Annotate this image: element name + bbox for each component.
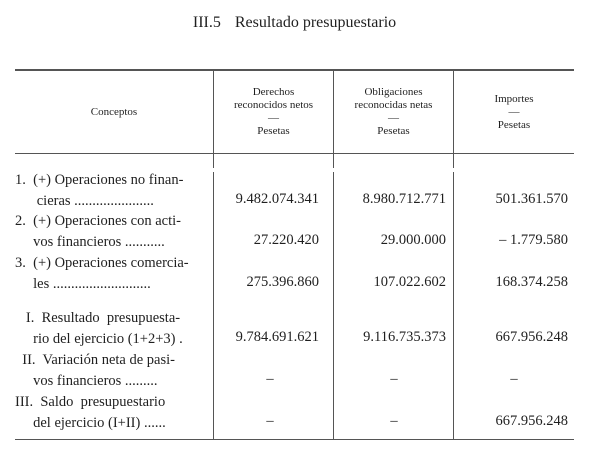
col-divider-3-body [453,172,454,439]
row-concept [15,253,189,295]
section-number: III.5 [192,14,221,31]
header-line: — [388,112,399,124]
row-value-col1: 27.220.420 [253,232,319,248]
concept-line: 2. (+) Operaciones con acti- [15,213,181,229]
row-value-col1: – [266,413,274,429]
row-concept [15,170,183,212]
row-value-col1: 275.396.860 [246,274,319,290]
header-importes [454,93,574,132]
header-line: Importes [494,93,534,105]
col-divider-1-body [213,172,214,439]
row-concept [15,211,181,253]
concept-line: III. Saldo presupuestario [15,394,166,410]
row-value-col1: – [266,371,274,387]
header-line: — [268,112,279,124]
header-obligaciones [334,86,453,138]
row-value-col2: 9.116.735.373 [363,329,446,345]
concept-line: vos financieros ........... [15,234,165,250]
row-value-col3: – 1.779.580 [499,232,568,248]
section-title: Resultado presupuestario [234,14,397,31]
header-line: reconocidas netas [354,99,433,111]
concept-line: 3. (+) Operaciones comercia- [15,255,189,271]
header-line: reconocidos netos [233,99,314,111]
row-value-col2: – [390,413,398,429]
concept-line: del ejercicio (I+II) ...... [15,415,166,431]
header-derechos [214,86,333,138]
row-value-col2: 29.000.000 [380,232,446,248]
header-line: — [508,106,520,118]
row-concept [15,308,183,350]
row-value-col3: 667.956.248 [495,329,568,345]
concept-line: I. Resultado presupuesta- [15,310,181,326]
row-value-col3: – [510,371,518,387]
row-value-col2: – [390,371,398,387]
row-value-col2: 107.022.602 [373,274,446,290]
row-value-col1: 9.482.074.341 [235,191,319,207]
row-concept [15,350,175,392]
header-line: Derechos [252,86,295,98]
page-title [0,14,589,32]
row-value-col1: 9.784.691.621 [235,329,319,345]
row-value-col3: 667.956.248 [495,413,568,429]
header-line: Pesetas [377,125,410,137]
row-value-col2: 8.980.712.771 [362,191,446,207]
row-value-col3: 168.374.258 [495,274,568,290]
concept-line: II. Variación neta de pasi- [15,352,175,368]
concept-line: cieras ...................... [15,193,154,209]
row-concept [15,392,166,434]
header-concepts: Conceptos [90,106,138,118]
concept-line: rio del ejercicio (1+2+3) . [15,331,183,347]
header-rule [15,153,574,154]
col-divider-2-body [333,172,334,439]
concept-line: vos financieros ......... [15,373,158,389]
row-value-col3: 501.361.570 [495,191,568,207]
concept-line: les ........................... [15,276,151,292]
concept-line: 1. (+) Operaciones no finan- [15,172,184,188]
top-rule [15,69,574,71]
header-line: Obligaciones [364,86,423,98]
bottom-rule [15,439,574,440]
header-line: Pesetas [257,125,290,137]
header-line: Pesetas [497,119,531,131]
